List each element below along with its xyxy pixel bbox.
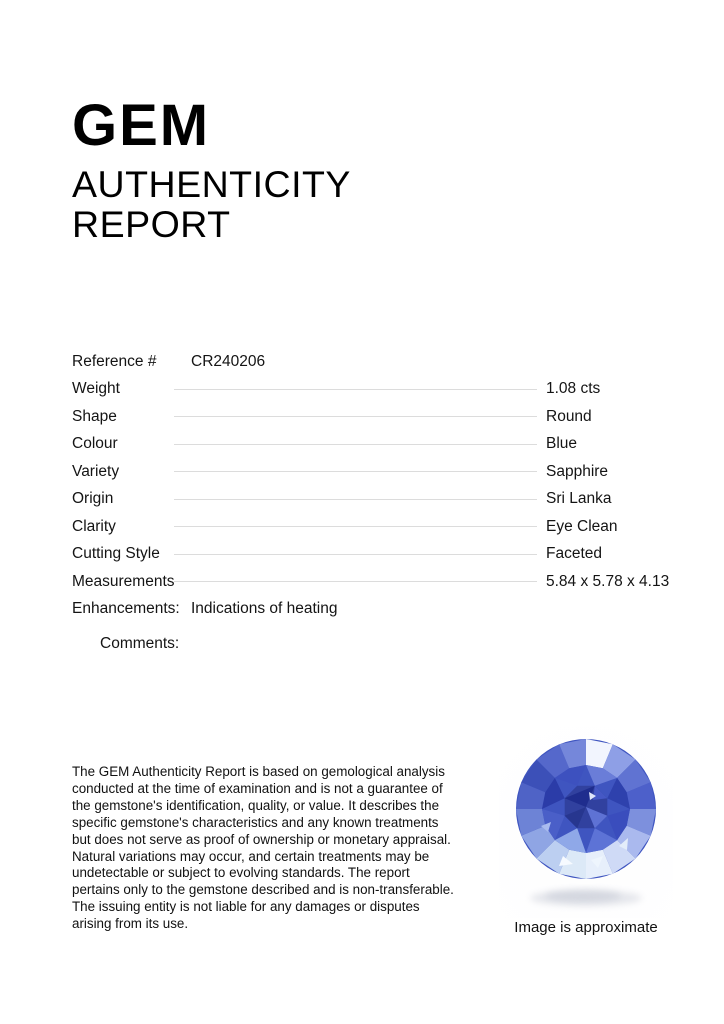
- field-value: Eye Clean: [546, 517, 618, 535]
- leader-line: [174, 444, 537, 445]
- field-value: 1.08 cts: [546, 380, 601, 398]
- field-value: CR240206: [191, 352, 266, 370]
- leader-line: [174, 554, 537, 555]
- field-value: Blue: [546, 435, 578, 453]
- field-row-origin: [72, 486, 672, 514]
- field-row-measurements: [72, 568, 672, 596]
- disclaimer-text: The GEM Authenticity Report is based on gemological analysis conducted at the time of examination and is not a guarantee of the gemstone's identification, quality, or value. It describes the specific gemstone's characteristics and any known treatments but does not serve as proof of ownership or monetary appraisal. Natural variations may occur, and certain treatments may be undetectable or subject to evolving standards. The report pertains only to the gemstone described and is non-transferable. The issuing entity is not liable for any damages or disputes arising from its use.: [72, 764, 454, 932]
- report-fields: [72, 348, 672, 658]
- field-label: Shape: [72, 407, 117, 425]
- field-label: Origin: [72, 490, 114, 508]
- brand-title: GEM: [72, 93, 211, 158]
- field-label: Weight: [72, 380, 120, 398]
- leader-line: [174, 389, 537, 390]
- field-row-clarity: [72, 513, 672, 541]
- field-label: Comments:: [100, 634, 180, 652]
- leader-line: [174, 471, 537, 472]
- title-block: [72, 93, 351, 245]
- field-label: Measurements: [72, 572, 175, 590]
- subtitle-line-2: REPORT: [72, 203, 231, 245]
- gem-figure: [499, 726, 673, 936]
- field-value: 5.84 x 5.78 x 4.13: [546, 572, 670, 590]
- field-label: Cutting Style: [72, 545, 160, 563]
- field-row-cutting-style: [72, 541, 672, 569]
- field-value: Sri Lanka: [546, 490, 612, 508]
- field-row-weight: [72, 376, 672, 404]
- field-label: Colour: [72, 435, 118, 453]
- field-row-colour: [72, 431, 672, 459]
- field-row-shape: [72, 403, 672, 431]
- field-label: Enhancements:: [72, 600, 180, 618]
- field-label: Clarity: [72, 517, 116, 535]
- leader-line: [174, 416, 537, 417]
- field-value: Sapphire: [546, 462, 609, 480]
- field-label: Reference #: [72, 352, 157, 370]
- field-row-variety: [72, 458, 672, 486]
- leader-line: [174, 499, 537, 500]
- subtitle-line-1: AUTHENTICITY: [72, 163, 351, 205]
- report-subtitle: [72, 164, 351, 244]
- field-value: Round: [546, 407, 592, 425]
- leader-line: [174, 526, 537, 527]
- gem-caption: Image is approximate: [514, 919, 658, 936]
- field-row-comments: [72, 630, 672, 658]
- sapphire-gem-image: [499, 726, 673, 918]
- field-value: Faceted: [546, 545, 603, 563]
- leader-line: [174, 581, 537, 582]
- field-value: Indications of heating: [191, 600, 338, 618]
- field-label: Variety: [72, 462, 120, 480]
- field-row-enhancements: [72, 596, 672, 624]
- field-row-reference: [72, 348, 672, 376]
